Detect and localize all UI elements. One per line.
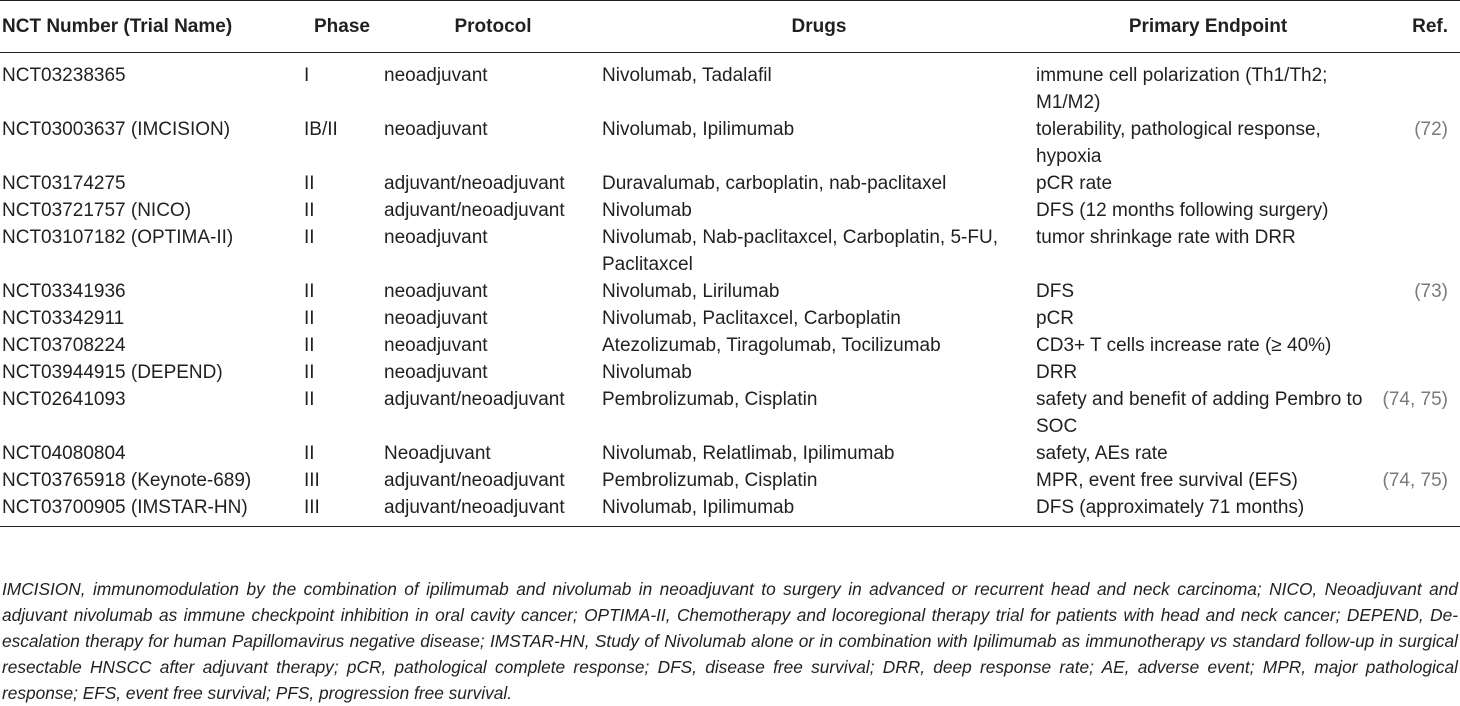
cell-drugs: Nivolumab, Ipilimumab <box>602 119 795 140</box>
cell-primary-endpoint: DFS <box>1036 281 1074 302</box>
cell-primary-endpoint: DFS (approximately 71 months) <box>1036 497 1305 518</box>
cell-phase: III <box>304 497 320 518</box>
cell-nct-number: NCT04080804 <box>2 443 126 464</box>
cell-reference: (73) <box>1414 281 1448 302</box>
cell-drugs: Pembrolizumab, Cisplatin <box>602 389 818 410</box>
cell-phase: II <box>304 362 315 383</box>
cell-reference <box>1380 359 1460 386</box>
table-row <box>0 170 1460 197</box>
cell-reference: (72) <box>1414 119 1448 140</box>
cell-nct-number: NCT03708224 <box>2 335 126 356</box>
cell-primary-endpoint: MPR, event free survival (EFS) <box>1036 470 1298 491</box>
cell-primary-endpoint: safety, AEs rate <box>1036 443 1168 464</box>
cell-reference: (74, 75) <box>1382 470 1448 491</box>
cell-nct-number: NCT03003637 (IMCISION) <box>2 119 231 140</box>
cell-drugs: Nivolumab, Lirilumab <box>602 281 780 302</box>
table-row <box>0 224 1460 278</box>
cell-reference <box>1380 494 1460 527</box>
cell-protocol: neoadjuvant <box>384 308 488 329</box>
table-row <box>0 278 1460 305</box>
cell-protocol: neoadjuvant <box>384 119 488 140</box>
table-footnote: IMCISION, immunomodulation by the combination of ipilimumab and nivolumab in neoadjuvant to surgery in advanced or recurrent head and neck carcinoma; NICO, Neoadjuvant and adjuvant nivolumab as immune checkpoint inhibition in oral cavity cancer; OPTIMA-II, Chemotherapy and locoregional therapy trial for patients with head and neck cancer; DEPEND, De-escalation therapy for human Papillomavirus negative disease; IMSTAR-HN, Study of Nivolumab alone or in combination with Ipilimumab as immunotherapy vs standard follow-up in surgical resectable HNSCC after adjuvant therapy; pCR, pathological complete response; DFS, disease free survival; DRR, deep response rate; AE, adverse event; MPR, major pathological response; EFS, event free survival; PFS, progression free survival. <box>2 579 1458 703</box>
cell-protocol: adjuvant/neoadjuvant <box>384 497 565 518</box>
cell-phase: II <box>304 281 315 302</box>
table-row <box>0 116 1460 170</box>
cell-primary-endpoint: CD3+ T cells increase rate (≥ 40%) <box>1036 335 1332 356</box>
cell-drugs: Atezolizumab, Tiragolumab, Tocilizumab <box>602 335 941 356</box>
cell-protocol: adjuvant/neoadjuvant <box>384 200 565 221</box>
cell-phase: II <box>304 389 315 410</box>
cell-phase: II <box>304 227 315 248</box>
cell-phase: III <box>304 470 320 491</box>
cell-nct-number: NCT03342911 <box>2 308 125 329</box>
header-primary-endpoint: Primary Endpoint <box>1128 15 1288 37</box>
cell-nct-number: NCT03341936 <box>2 281 126 302</box>
cell-nct-number: NCT03721757 (NICO) <box>2 200 192 221</box>
cell-phase: II <box>304 200 315 221</box>
cell-primary-endpoint: DRR <box>1036 362 1078 383</box>
cell-protocol: neoadjuvant <box>384 227 488 248</box>
cell-nct-number: NCT03944915 (DEPEND) <box>2 362 223 383</box>
cell-drugs: Nivolumab, Ipilimumab <box>602 497 795 518</box>
cell-phase: IB/II <box>304 119 338 140</box>
cell-protocol: adjuvant/neoadjuvant <box>384 173 565 194</box>
cell-drugs: Nivolumab, Paclitaxcel, Carboplatin <box>602 308 901 329</box>
cell-reference <box>1380 440 1460 467</box>
header-reference: Ref. <box>1412 15 1448 37</box>
cell-phase: II <box>304 335 315 356</box>
cell-reference: (74, 75) <box>1382 389 1448 410</box>
cell-protocol: neoadjuvant <box>384 281 488 302</box>
cell-nct-number: NCT03700905 (IMSTAR-HN) <box>2 497 248 518</box>
cell-primary-endpoint: safety and benefit of adding Pembro to SOC <box>1036 389 1363 437</box>
header-protocol: Protocol <box>454 15 532 37</box>
cell-reference <box>1380 53 1460 117</box>
table-row <box>0 305 1460 332</box>
table-row <box>0 53 1460 117</box>
table-row <box>0 197 1460 224</box>
cell-primary-endpoint: tumor shrinkage rate with DRR <box>1036 227 1296 248</box>
cell-drugs: Nivolumab, Tadalafil <box>602 65 772 86</box>
cell-protocol: neoadjuvant <box>384 335 488 356</box>
cell-nct-number: NCT03174275 <box>2 173 126 194</box>
cell-primary-endpoint: tolerability, pathological response, hypoxia <box>1036 119 1321 167</box>
cell-protocol: neoadjuvant <box>384 362 488 383</box>
header-phase: Phase <box>314 15 370 37</box>
cell-protocol: neoadjuvant <box>384 65 488 86</box>
table-header-row <box>0 1 1460 53</box>
cell-primary-endpoint: pCR rate <box>1036 173 1113 194</box>
cell-nct-number: NCT03765918 (Keynote-689) <box>2 470 252 491</box>
table-row <box>0 440 1460 467</box>
cell-drugs: Nivolumab, Nab-paclitaxcel, Carboplatin, 5-FU, Paclitaxcel <box>602 227 998 275</box>
cell-protocol: adjuvant/neoadjuvant <box>384 389 565 410</box>
cell-reference <box>1380 170 1460 197</box>
table-row <box>0 359 1460 386</box>
cell-drugs: Nivolumab, Relatlimab, Ipilimumab <box>602 443 895 464</box>
cell-reference <box>1380 224 1460 278</box>
cell-nct-number: NCT03238365 <box>2 65 126 86</box>
cell-primary-endpoint: immune cell polarization (Th1/Th2; M1/M2) <box>1036 65 1328 113</box>
cell-phase: II <box>304 173 315 194</box>
cell-nct-number: NCT03107182 (OPTIMA-II) <box>2 227 234 248</box>
cell-reference <box>1380 305 1460 332</box>
cell-primary-endpoint: DFS (12 months following surgery) <box>1036 200 1329 221</box>
cell-reference <box>1380 197 1460 224</box>
cell-primary-endpoint: pCR <box>1036 308 1075 329</box>
header-nct-number: NCT Number (Trial Name) <box>2 15 233 37</box>
cell-phase: II <box>304 308 315 329</box>
cell-drugs: Pembrolizumab, Cisplatin <box>602 470 818 491</box>
cell-nct-number: NCT02641093 <box>2 389 126 410</box>
cell-protocol: Neoadjuvant <box>384 443 491 464</box>
cell-drugs: Nivolumab <box>602 200 692 221</box>
cell-phase: I <box>304 65 310 86</box>
header-drugs: Drugs <box>791 15 847 37</box>
cell-reference <box>1380 332 1460 359</box>
table-row <box>0 494 1460 527</box>
cell-drugs: Duravalumab, carboplatin, nab-paclitaxel <box>602 173 947 194</box>
table-row <box>0 332 1460 359</box>
cell-protocol: adjuvant/neoadjuvant <box>384 470 565 491</box>
cell-drugs: Nivolumab <box>602 362 692 383</box>
table-row <box>0 386 1460 440</box>
table-row <box>0 467 1460 494</box>
cell-phase: II <box>304 443 315 464</box>
